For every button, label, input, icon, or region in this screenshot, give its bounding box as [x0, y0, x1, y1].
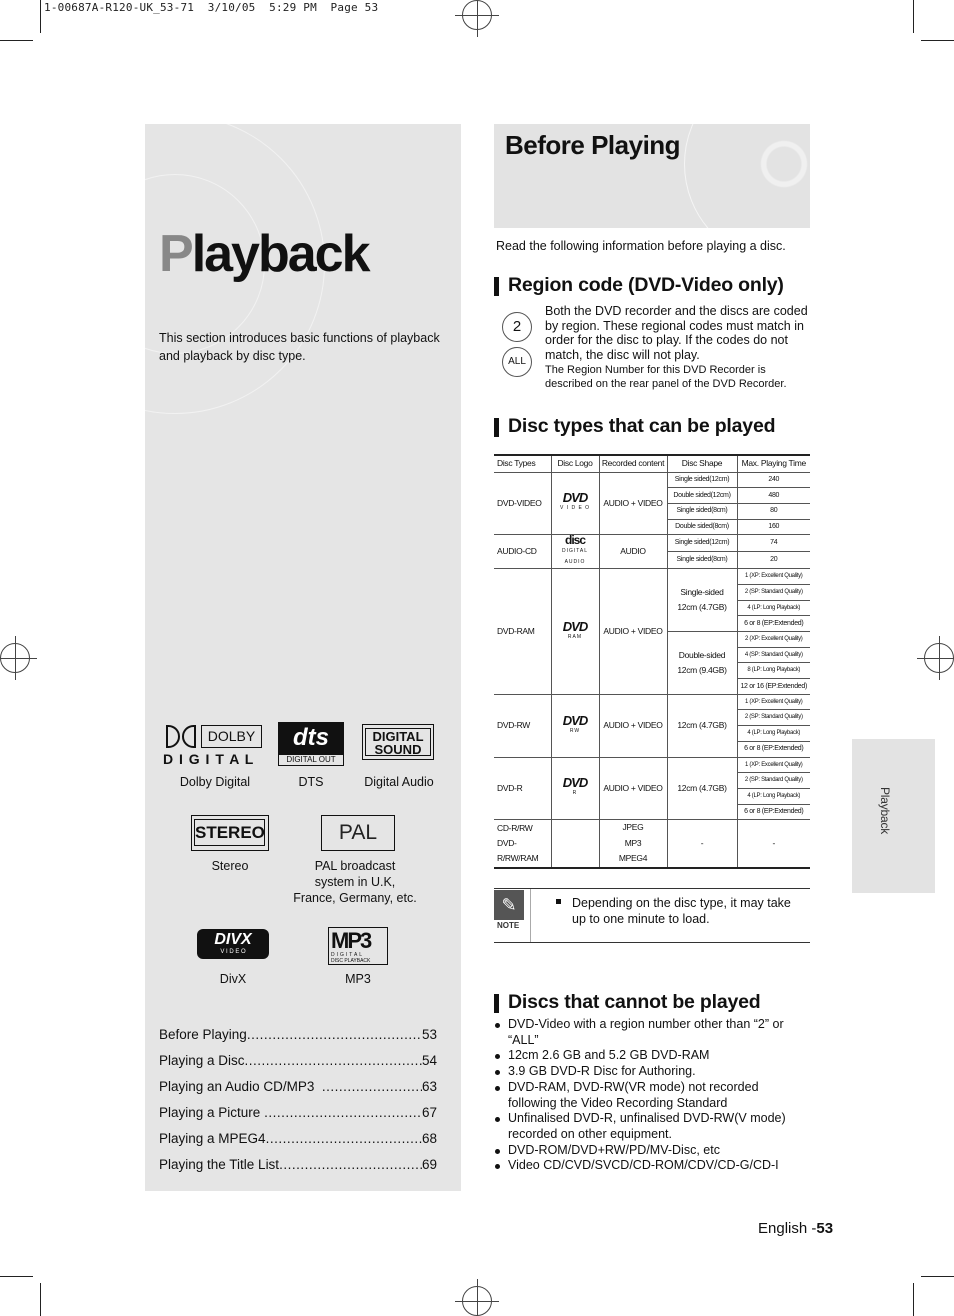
chapter-panel	[145, 124, 461, 1191]
dolby-digital-logo: DOLBY D I G I T A L	[165, 724, 265, 769]
dolby-dd-icon	[165, 725, 197, 748]
registration-mark	[462, 1286, 492, 1316]
mp3-caption: MP3	[345, 972, 371, 986]
table-row: 4 (SP: Standard Quality)	[494, 647, 810, 663]
stereo-logo: STEREO	[191, 815, 269, 851]
cannot-play-list	[494, 1017, 810, 1174]
table-row: 6 or 8 (EP:Extended)	[494, 616, 810, 632]
dts-logo: dts DIGITAL OUT	[278, 722, 344, 766]
table-row: 12 or 16 (EP:Extended)	[494, 679, 810, 695]
compact-disc-logo: disc DIGITAL AUDIO	[551, 535, 599, 569]
table-row: DVD-RW DVD RW AUDIO + VIDEO 12cm (4.7GB) 1 (XP: Excellent Quality)	[494, 694, 810, 710]
table-row: Double sided(12cm) 480	[494, 488, 810, 504]
region-rear-panel-note: The Region Number for this DVD Recorder is described on the rear panel of the DVD Recorder.	[545, 364, 787, 390]
side-tab-playback[interactable]: Playback	[852, 739, 935, 893]
table-row: 2 (SP: Standard Quality)	[494, 773, 810, 789]
crop-mark	[40, 0, 41, 33]
divx-caption: DivX	[219, 972, 247, 986]
list-item: Video CD/CVD/SVCD/CD-ROM/CDV/CD-G/CD-I	[494, 1158, 810, 1174]
table-row: CD-R/RW DVD-R/RW/RAM JPEG MP3 MPEG4 - -	[494, 820, 810, 868]
note-pencil-icon: ✎	[494, 890, 524, 920]
table-row: DVD-VIDEO DVD V I D E O AUDIO + VIDEO Single sided(12cm) 240	[494, 472, 810, 488]
page-number: English -53	[758, 1220, 834, 1237]
digital-sound-logo: DIGITAL SOUND	[362, 724, 434, 760]
pal-caption: PAL broadcast system in U.K, France, Germany, etc.	[293, 859, 417, 905]
crop-mark	[40, 1283, 41, 1316]
crop-mark	[913, 0, 914, 33]
note-box	[494, 888, 810, 943]
chapter-intro: This section introduces basic functions of playback and playback by disc type.	[159, 331, 440, 363]
table-row: Double-sided 12cm (9.4GB) 2 (XP: Excellent Quality)	[494, 632, 810, 648]
registration-mark	[0, 643, 30, 673]
list-item: Unfinalised DVD-R, unfinalised DVD-RW(V mode) recorded on other equipment.	[494, 1111, 810, 1142]
region-description: Both the DVD recorder and the discs are coded by region. These regional codes must match in order for the disc to play. If the codes do not match, the disc will not play.	[545, 304, 808, 362]
table-row: 6 or 8 (EP:Extended)	[494, 804, 810, 820]
crop-mark	[0, 40, 33, 41]
list-item: DVD-Video with a region number other than “2” or “ALL”	[494, 1017, 810, 1048]
dolby-caption: Dolby Digital	[179, 775, 251, 789]
list-item: DVD-RAM, DVD-RW(VR mode) not recorded following the Video Recording Standard	[494, 1080, 810, 1111]
crop-mark	[921, 1276, 954, 1277]
table-row: 2 (SP: Standard Quality)	[494, 584, 810, 600]
table-row: 4 (LP: Long Playback)	[494, 600, 810, 616]
chapter-title: Playback	[159, 225, 369, 283]
divx-logo: DIVX V I D E O	[197, 929, 269, 959]
table-row: Double sided(8cm) 160	[494, 519, 810, 535]
table-row: DVD-RAM DVD RAM AUDIO + VIDEO Single-sided 12cm (4.7GB) 1 (XP: Excellent Quality)	[494, 569, 810, 585]
crop-mark	[921, 40, 954, 41]
toc-item-playing-a-disc[interactable]: Playing a Disc ..... 54	[159, 1053, 437, 1068]
dvd-ram-logo: DVD RAM	[551, 569, 599, 695]
table-row: Single sided(8cm) 20	[494, 552, 810, 569]
toc-item-before-playing[interactable]: Before Playing ..... 53	[159, 1027, 437, 1042]
list-item: 3.9 GB DVD-R Disc for Authoring.	[494, 1064, 810, 1080]
note-label: NOTE	[497, 921, 520, 930]
toc-item-title-list[interactable]: Playing the Title List ..... 69	[159, 1157, 437, 1172]
cannot-play-heading: Discs that cannot be played	[494, 991, 761, 1014]
table-row: 4 (LP: Long Playback)	[494, 788, 810, 804]
disc-decoration	[684, 124, 810, 228]
list-item: DVD-ROM/DVD+RW/PD/MV-Disc, etc	[494, 1143, 810, 1159]
crop-mark	[913, 1283, 914, 1316]
region-all-icon: ALL	[502, 347, 532, 377]
note-text: Depending on the disc type, it may take up to one minute to load.	[572, 896, 791, 926]
dvd-r-logo: DVD R	[551, 757, 599, 820]
region-heading: Region code (DVD-Video only)	[494, 274, 784, 297]
region-2-icon: 2	[502, 312, 532, 342]
print-header: 1-00687A-R120-UK_53-71 3/10/05 5:29 PM Page 53	[44, 1, 379, 14]
section-title: Before Playing	[505, 130, 681, 160]
table-row: Single sided(8cm) 80	[494, 503, 810, 519]
dvd-video-logo: DVD V I D E O	[551, 472, 599, 535]
toc-item-playing-mpeg4[interactable]: Playing a MPEG4 ..... 68	[159, 1131, 437, 1146]
mp3-logo: MP3 DIGITAL DISC PLAYBACK	[328, 927, 388, 965]
table-row: 2 (SP: Standard Quality)	[494, 710, 810, 726]
dvd-rw-logo: DVD RW	[551, 694, 599, 757]
read-note: Read the following information before playing a disc.	[496, 239, 786, 253]
section-header	[494, 124, 810, 228]
crop-mark	[0, 1276, 33, 1277]
disc-types-table	[494, 454, 810, 869]
stereo-caption: Stereo	[211, 859, 249, 873]
dts-caption: DTS	[298, 775, 324, 789]
table-row: 6 or 8 (EP:Extended)	[494, 741, 810, 757]
pal-logo: PAL	[321, 815, 395, 851]
list-item: 12cm 2.6 GB and 5.2 GB DVD-RAM	[494, 1048, 810, 1064]
table-row: DVD-R DVD R AUDIO + VIDEO 12cm (4.7GB) 1 (XP: Excellent Quality)	[494, 757, 810, 773]
disc-types-heading: Disc types that can be played	[494, 415, 775, 438]
toc-item-playing-a-picture[interactable]: Playing a Picture ..... 67	[159, 1105, 437, 1120]
table-row: AUDIO-CD disc DIGITAL AUDIO AUDIO Single sided(12cm) 74	[494, 535, 810, 552]
toc-item-audio-cd-mp3[interactable]: Playing an Audio CD/MP3 ..... 63	[159, 1079, 437, 1094]
table-header-row: Disc Types Disc Logo Recorded content Disc Shape Max. Playing Time	[494, 455, 810, 472]
table-row: 4 (LP: Long Playback)	[494, 726, 810, 742]
table-row: 8 (LP: Long Playback)	[494, 663, 810, 679]
digital-audio-caption: Digital Audio	[364, 775, 434, 789]
registration-mark	[462, 0, 492, 30]
registration-mark	[924, 643, 954, 673]
